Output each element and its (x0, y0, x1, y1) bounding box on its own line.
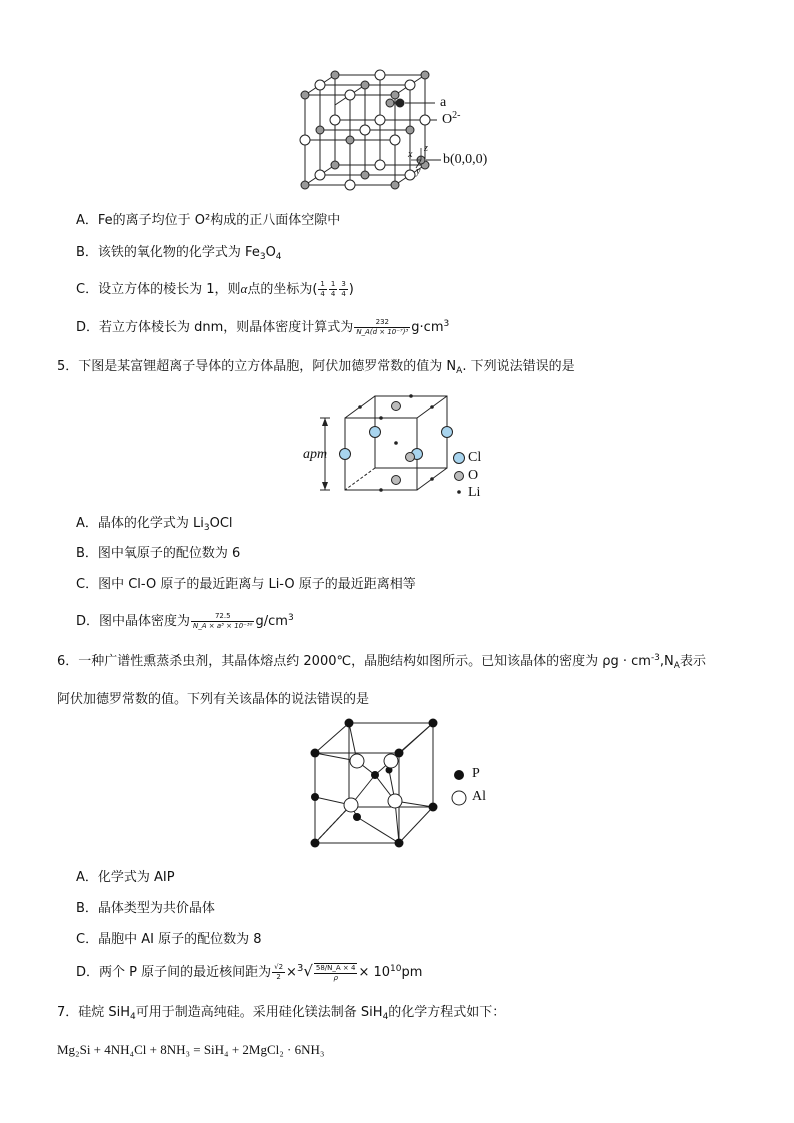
q7-stem: 7．硅烷 SiH$_4$可用于制造高纯硅。采用硅化镁法制备 SiH$_4$的化学方程式如下： (57, 1005, 506, 1022)
q4-option-b: B．该铁的氧化物的化学式为 $Fe_3O_4$ (76, 245, 282, 262)
q4-option-d: D．若立方体棱长为 dnm，则晶体密度计算式为 $\frac{232}{\text{N\_A(d × 10⁻⁷)³}}$ $g\cdot cm^3$ (76, 318, 450, 336)
legend-al: Al (472, 789, 486, 804)
q5-option-d: D．图中晶体密度为 $\frac{72.5}{\text{N\_A × a³ × 10⁻³⁰}}$ $g/cm^3$ (76, 612, 294, 630)
iron-oxide-lattice-figure (295, 65, 505, 200)
q6-stem-line1: 6．一种广谱性熏蒸杀虫剂，其晶体熔点约 2000℃，晶胞结构如图所示。已知该晶体的密度为 $\rho g \cdot cm^{-3},N_A$表示 (57, 653, 706, 671)
label-b-origin: b(0,0,0) (443, 152, 488, 167)
legend-p: P (472, 766, 480, 781)
q5-option-a: A．晶体的化学式为 $Li_3OCl$ (76, 516, 233, 533)
aluminium-phosphide-cell-figure (305, 715, 445, 850)
q6-stem-line2: 阿伏加德罗常数的值。下列有关该晶体的说法错误的是 (57, 692, 370, 707)
q6-option-c: C．晶胞中 AI 原子的配位数为 8 (76, 932, 262, 947)
q4-option-c: C．设立方体的棱长为 1，则α点的坐标为( $\frac{1}{4}$ $\frac{1}{4}$ $\frac{3}{4}$ ) (76, 280, 354, 298)
q7-equation: Mg₂Si + 4NH₄Cl + 8NH₃ = SiH₄ + 2MgCl₂ · 6NH₃ (57, 1042, 325, 1057)
q6-option-b: B．晶体类型为共价晶体 (76, 901, 215, 916)
axis-x-label: x (408, 149, 413, 160)
label-a: a (440, 95, 447, 110)
legend-cl: Cl (468, 450, 482, 465)
q5-option-c: C．图中 Cl-O 原子的最近距离与 Li-O 原子的最近距离相等 (76, 577, 416, 592)
q5-option-b: B．图中氧原子的配位数为 6 (76, 546, 241, 561)
legend-o: O (468, 468, 479, 483)
legend-li: Li (468, 485, 481, 500)
q5-apm-label: apm (303, 447, 328, 462)
q6-legend-markers (451, 767, 467, 809)
axis-y-label: y (416, 166, 421, 177)
q5-stem: 5．下图是某富锂超离子导体的立方体晶胞，阿伏加德罗常数的值为 $N_A$. 下列说法错误的是 (57, 359, 575, 376)
label-o2: $O^{2-}$ (442, 110, 461, 127)
q4-option-a: A．Fe的离子均位于 O²构成的正八面体空隙中 (76, 213, 341, 228)
q6-option-d: D．两个 P 原子间的最近核间距为 $\frac{√2}{2}$ ×$^3$√ $\frac{58/N\_A \times 4}{\rho}$ × $10^{10}pm$ (76, 962, 423, 982)
q6-option-a: A．化学式为 AIP (76, 870, 175, 885)
axis-z-label: z (424, 143, 428, 154)
